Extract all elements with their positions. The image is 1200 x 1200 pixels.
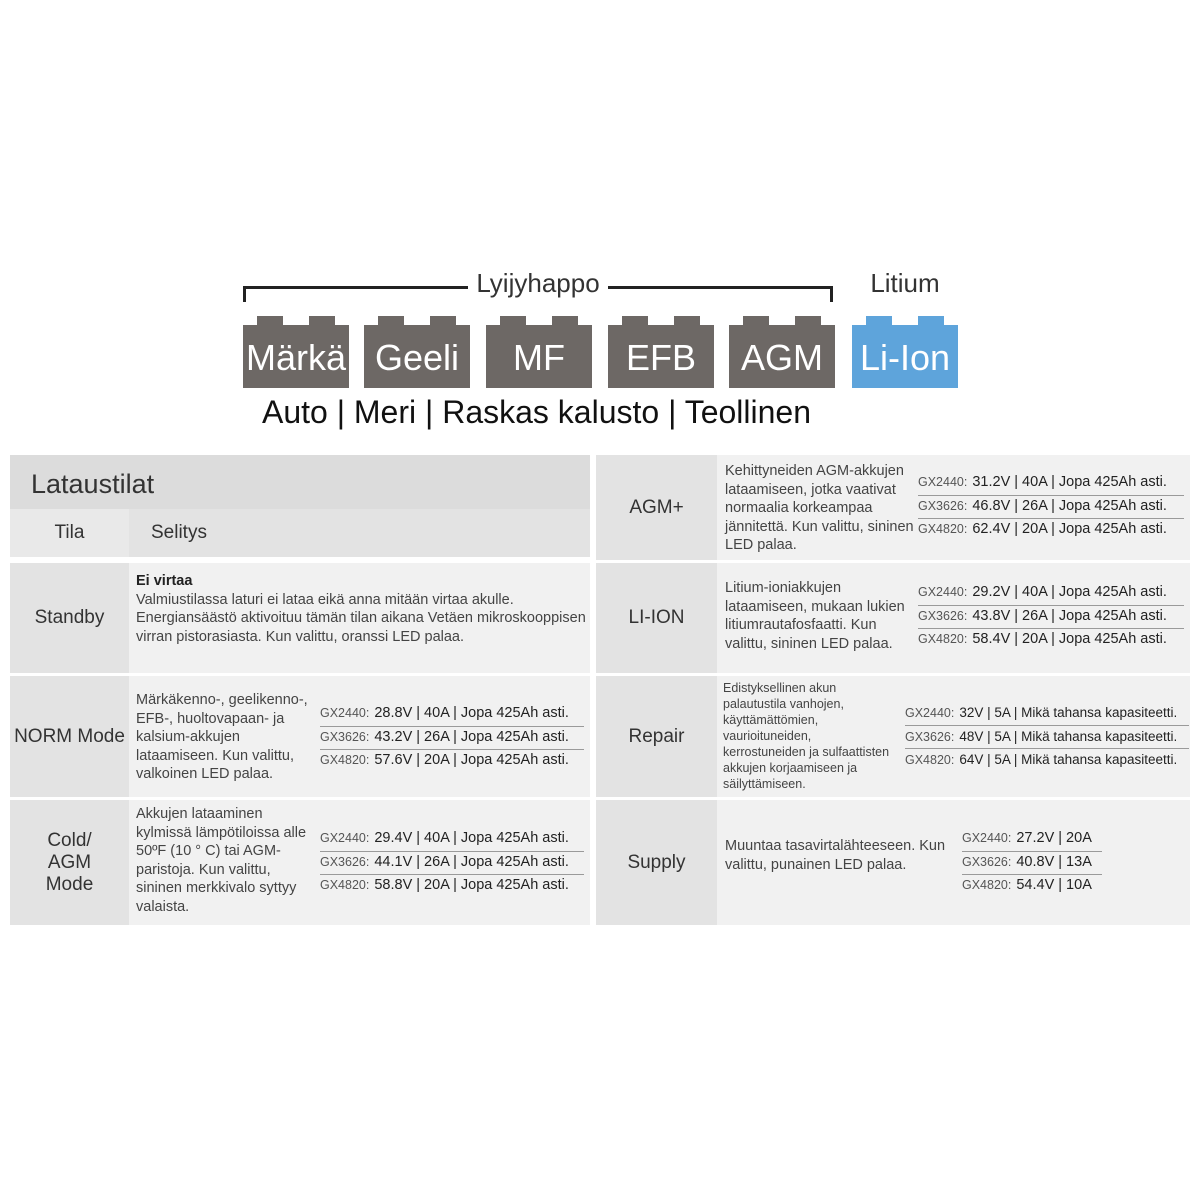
mode-name-repair: Repair [596,676,717,797]
battery-label: EFB [625,337,696,378]
spec-row: GX3626: 43.2V | 26A | Jopa 425Ah asti. [320,727,584,751]
battery-label: AGM [740,337,823,378]
mode-description-supply: Muuntaa tasavirtalähteeseen. Kun valittu, punainen LED palaa. [725,838,946,873]
spec-row: GX3626: 48V | 5A | Mikä tahansa kapasiteetti. [905,726,1189,750]
mode-description-repair: Edistyksellinen akun palautustila vanhojen, käyttämättömien, vaurioituneiden, kerrostuneiden ja sulfaattisten akkujen korjaamiseen ja säilyttämiseen. [723,681,890,791]
spec-row: GX4820: 58.8V | 20A | Jopa 425Ah asti. [320,877,569,893]
column-header-description: Selitys [129,509,590,557]
spec-row: GX4820: 64V | 5A | Mikä tahansa kapasiteetti. [905,752,1178,767]
battery-label: Märkä [245,337,347,378]
spec-row: GX3626: 40.8V | 13A [962,852,1102,876]
lead-acid-label: Lyijyhappo [468,268,608,299]
battery-icon-marka [243,316,349,388]
spec-list-cold [320,828,584,898]
spec-row: GX2440: 31.2V | 40A | Jopa 425Ah asti. [918,472,1184,496]
mode-name-cold: Cold/ AGM Mode [10,800,129,925]
mode-name-standby: Standby [10,563,129,673]
spec-row: GX4820: 57.6V | 20A | Jopa 425Ah asti. [320,752,569,768]
mode-description-standby: Ei virtaa Valmiustilassa laturi ei lataa eikä anna mitään virtaa akulle. Energiansäästö aktivoituu tämän tilan aikana Vetäen mikroskooppisen virran pistorasiasta. Kun valittu, oranssi LED palaa. [136,573,586,645]
mode-name-supply: Supply [596,800,717,925]
spec-list-li-ion [918,582,1184,652]
mode-description-cold: Akkujen lataaminen kylmissä lämpötiloissa alle 50ºF (10 ° C) tai AGM-paristoja. Kun valittu, sininen merkkivalo syttyy valaista. [136,806,307,915]
battery-label: Geeli [374,337,460,378]
table-title-bar [10,455,590,509]
spec-list-agm-plus [918,472,1184,542]
spec-row: GX2440: 27.2V | 20A [962,828,1102,852]
battery-icon-efb [608,316,714,388]
spec-row: GX3626: 44.1V | 26A | Jopa 425Ah asti. [320,852,584,876]
mode-description-norm: Märkäkenno-, geelikenno-, EFB-, huoltovapaan- ja kalsium-akkujen lataamiseen. Kun valittu, valkoinen LED palaa. [136,692,308,782]
spec-row: GX2440: 29.2V | 40A | Jopa 425Ah asti. [918,582,1184,606]
standby-heading: Ei virtaa [136,573,193,589]
usage-line: Auto | Meri | Raskas kalusto | Teollinen [261,394,812,430]
column-header-mode: Tila [10,509,129,557]
spec-list-repair [905,702,1189,772]
spec-row: GX4820: 62.4V | 20A | Jopa 425Ah asti. [918,521,1167,537]
spec-row: GX4820: 54.4V | 10A [962,877,1092,893]
table-title: Lataustilat [31,469,155,499]
spec-list-supply [962,828,1102,898]
lithium-label: Litium [870,268,940,298]
spec-row: GX2440: 29.4V | 40A | Jopa 425Ah asti. [320,828,584,852]
spec-row: GX2440: 28.8V | 40A | Jopa 425Ah asti. [320,703,584,727]
spec-row: GX4820: 58.4V | 20A | Jopa 425Ah asti. [918,631,1167,647]
mode-name-li-ion: LI-ION [596,563,717,673]
battery-label: MF [513,337,565,378]
battery-icon-agm [729,316,835,388]
battery-label: Li-Ion [859,337,951,378]
battery-icon-li-ion [852,316,958,388]
spec-list-norm [320,703,584,773]
spec-row: GX2440: 32V | 5A | Mikä tahansa kapasiteetti. [905,702,1189,726]
mode-name-agm-plus: AGM+ [596,455,717,560]
battery-icon-geeli [364,316,470,388]
mode-description-li-ion: Litium-ioniakkujen lataamiseen, mukaan lukien litiumrautafosfaatti. Kun valittu, sininen LED palaa. [725,580,905,652]
spec-row: GX3626: 43.8V | 26A | Jopa 425Ah asti. [918,606,1184,630]
mode-description-agm-plus: Kehittyneiden AGM-akkujen lataamiseen, jotka vaativat normaalia korkeampaa jännitettä. Kun valittu, sininen LED palaa. [725,463,914,553]
mode-name-norm: NORM Mode [10,676,129,797]
battery-icon-mf [486,316,592,388]
spec-row: GX3626: 46.8V | 26A | Jopa 425Ah asti. [918,496,1184,520]
